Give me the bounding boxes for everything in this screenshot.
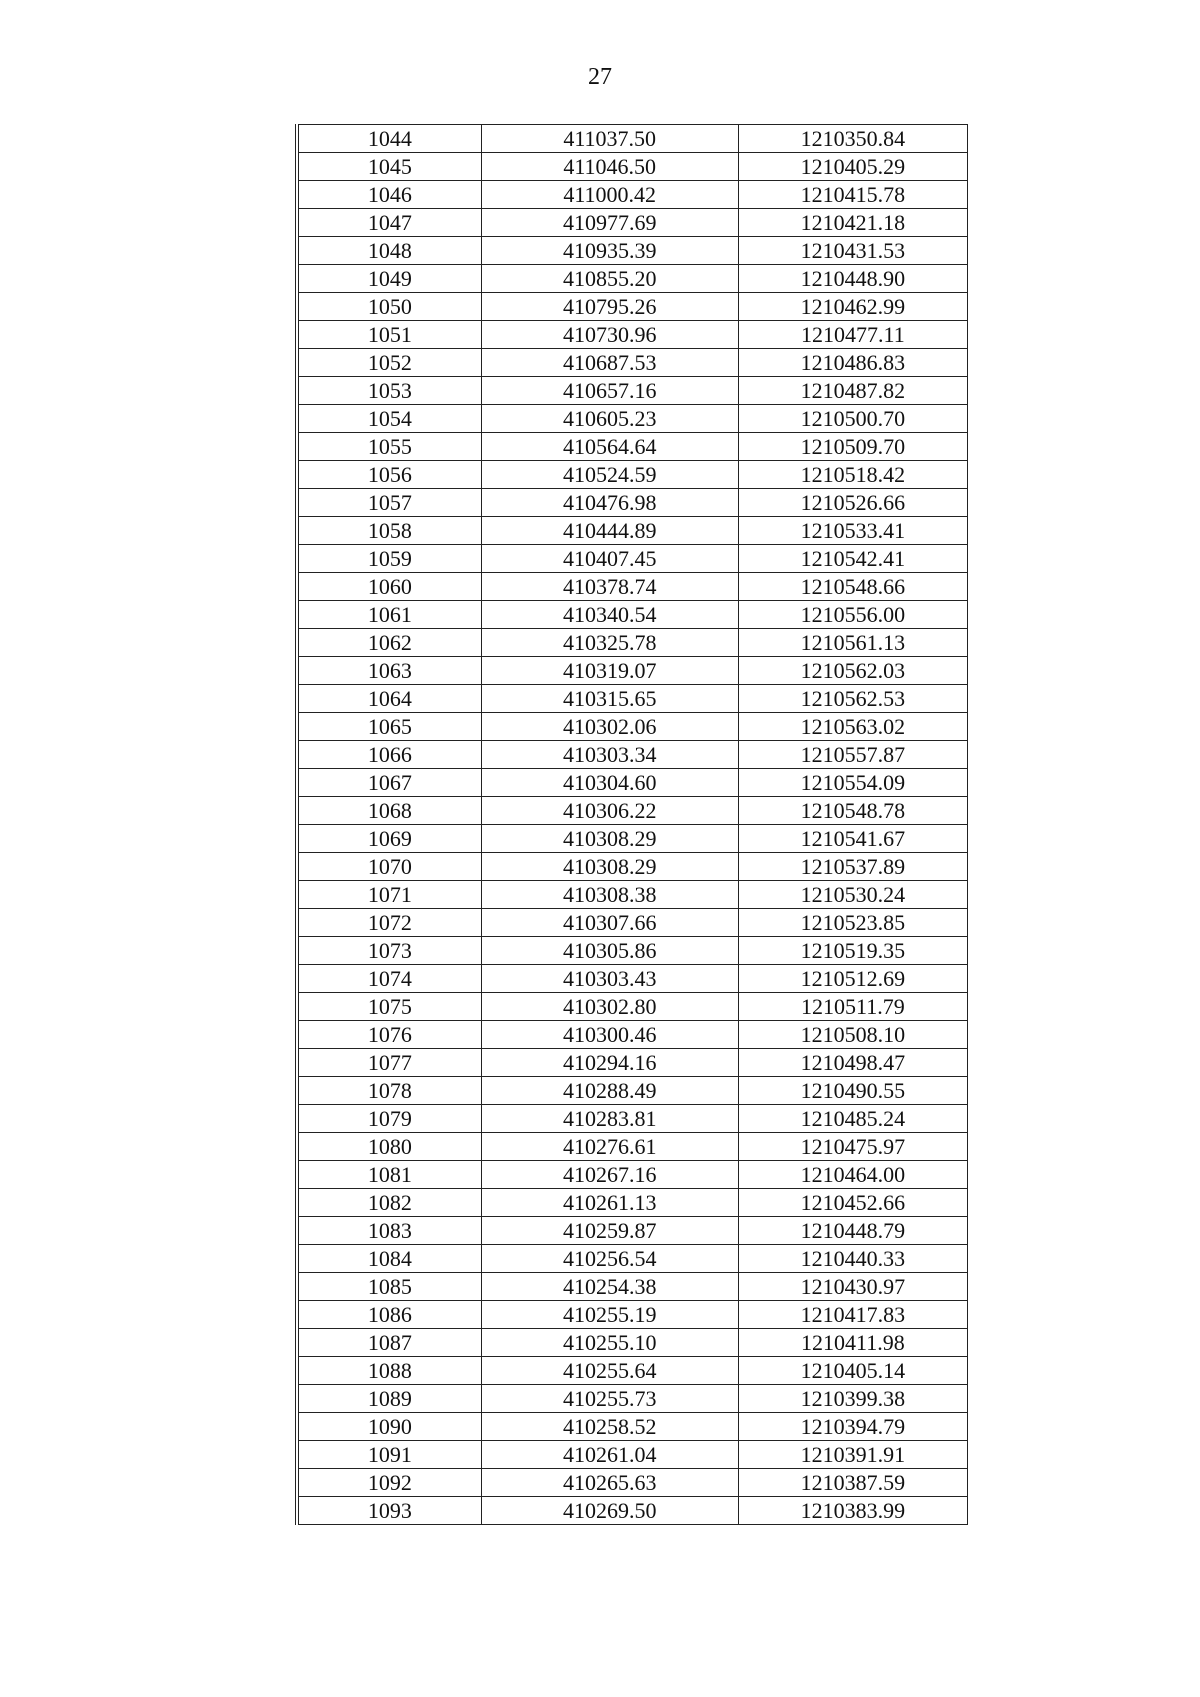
x-coordinate-cell: 410255.19 — [481, 1301, 738, 1329]
point-number-cell: 1065 — [297, 713, 481, 741]
point-number-cell: 1057 — [297, 489, 481, 517]
table-row — [297, 797, 968, 825]
x-coordinate-cell: 410304.60 — [481, 769, 738, 797]
x-coordinate-cell: 411046.50 — [481, 153, 738, 181]
y-coordinate-cell: 1210430.97 — [738, 1273, 967, 1301]
table-row — [297, 657, 968, 685]
point-number-cell: 1048 — [297, 237, 481, 265]
y-coordinate-cell: 1210448.79 — [738, 1217, 967, 1245]
point-number-cell: 1093 — [297, 1497, 481, 1525]
table-row — [297, 965, 968, 993]
table-row — [297, 937, 968, 965]
x-coordinate-cell: 410564.64 — [481, 433, 738, 461]
y-coordinate-cell: 1210519.35 — [738, 937, 967, 965]
table-row — [297, 713, 968, 741]
y-coordinate-cell: 1210383.99 — [800, 1498, 906, 1523]
x-coordinate-cell: 410476.98 — [481, 489, 738, 517]
table-row — [297, 1245, 968, 1273]
y-coordinate-cell: 1210554.09 — [738, 769, 967, 797]
table-row — [297, 461, 968, 489]
coordinates-table — [295, 124, 968, 1525]
y-coordinate-cell: 1210486.83 — [738, 349, 967, 377]
y-coordinate-cell: 1210452.66 — [738, 1189, 967, 1217]
y-coordinate-cell: 1210475.97 — [738, 1133, 967, 1161]
y-coordinate-cell: 1210542.41 — [738, 545, 967, 573]
point-number-cell: 1060 — [297, 573, 481, 601]
x-coordinate-cell: 410305.86 — [481, 937, 738, 965]
point-number-cell: 1059 — [297, 545, 481, 573]
point-number-cell: 1079 — [297, 1105, 481, 1133]
x-coordinate-cell: 410657.16 — [481, 377, 738, 405]
point-number-cell: 1051 — [297, 321, 481, 349]
point-number-cell: 1083 — [297, 1217, 481, 1245]
y-coordinate-cell: 1210509.70 — [738, 433, 967, 461]
table-row — [297, 545, 968, 573]
table-row — [297, 629, 968, 657]
point-number-cell: 1072 — [297, 909, 481, 937]
point-number-cell: 1049 — [297, 265, 481, 293]
point-number-cell: 1054 — [297, 405, 481, 433]
y-coordinate-cell: 1210511.79 — [738, 993, 967, 1021]
table-row — [297, 433, 968, 461]
y-coordinate-cell: 1210556.00 — [738, 601, 967, 629]
table-row — [297, 1273, 968, 1301]
point-number-cell: 1082 — [297, 1189, 481, 1217]
point-number-cell: 1047 — [297, 209, 481, 237]
table-row — [297, 517, 968, 545]
y-coordinate-cell: 1210518.42 — [738, 461, 967, 489]
point-number-cell: 1046 — [297, 181, 481, 209]
table-row — [297, 1469, 968, 1497]
x-coordinate-cell: 410255.64 — [481, 1357, 738, 1385]
point-number-cell: 1050 — [297, 293, 481, 321]
x-coordinate-cell: 410308.29 — [481, 825, 738, 853]
y-coordinate-cell: 1210448.90 — [738, 265, 967, 293]
table-row — [297, 1413, 968, 1441]
y-coordinate-cell: 1210526.66 — [738, 489, 967, 517]
y-coordinate-cell: 1210537.89 — [738, 853, 967, 881]
y-coordinate-cell: 1210500.70 — [738, 405, 967, 433]
y-coordinate-cell: 1210411.98 — [738, 1329, 967, 1357]
y-coordinate-cell: 1210508.10 — [738, 1021, 967, 1049]
x-coordinate-cell: 410524.59 — [481, 461, 738, 489]
point-number-cell: 1092 — [297, 1469, 481, 1497]
table-row — [297, 489, 968, 517]
point-number-cell: 1062 — [297, 629, 481, 657]
x-coordinate-cell: 410303.43 — [481, 965, 738, 993]
x-coordinate-cell: 410325.78 — [481, 629, 738, 657]
y-coordinate-cell: 1210417.83 — [738, 1301, 967, 1329]
point-number-cell: 1075 — [297, 993, 481, 1021]
table-row — [297, 573, 968, 601]
point-number-cell: 1076 — [297, 1021, 481, 1049]
y-coordinate-cell: 1210562.03 — [738, 657, 967, 685]
x-coordinate-cell: 410605.23 — [481, 405, 738, 433]
table-row — [297, 1105, 968, 1133]
x-coordinate-cell: 410283.81 — [481, 1105, 738, 1133]
x-coordinate-cell: 410288.49 — [481, 1077, 738, 1105]
point-number-cell: 1080 — [297, 1133, 481, 1161]
x-coordinate-cell: 410267.16 — [481, 1161, 738, 1189]
y-coordinate-cell: 1210490.55 — [738, 1077, 967, 1105]
point-number-cell: 1052 — [297, 349, 481, 377]
x-coordinate-cell: 410259.87 — [481, 1217, 738, 1245]
table-row — [297, 1357, 968, 1385]
point-number-cell: 1055 — [297, 433, 481, 461]
y-coordinate-cell: 1210415.78 — [738, 181, 967, 209]
y-coordinate-cell: 1210487.82 — [738, 377, 967, 405]
table-row — [297, 1133, 968, 1161]
table-row — [297, 321, 968, 349]
x-coordinate-cell: 410378.74 — [481, 573, 738, 601]
table-row — [297, 1049, 968, 1077]
x-coordinate-cell: 410300.46 — [481, 1021, 738, 1049]
point-number-cell: 1078 — [297, 1077, 481, 1105]
table-row — [297, 741, 968, 769]
table-row — [297, 881, 968, 909]
x-coordinate-cell: 410258.52 — [481, 1413, 738, 1441]
y-coordinate-cell: 1210405.14 — [738, 1357, 967, 1385]
point-number-cell: 1071 — [297, 881, 481, 909]
table-row — [297, 1301, 968, 1329]
x-coordinate-cell: 410308.38 — [481, 881, 738, 909]
x-coordinate-cell: 410444.89 — [481, 517, 738, 545]
table-row — [297, 405, 968, 433]
table-row — [297, 1497, 968, 1525]
y-coordinate-cell: 1210548.78 — [738, 797, 967, 825]
page-number: 27 — [588, 64, 612, 90]
x-coordinate-cell: 410256.54 — [481, 1245, 738, 1273]
x-coordinate-cell: 410254.38 — [481, 1273, 738, 1301]
x-coordinate-cell: 410730.96 — [481, 321, 738, 349]
x-coordinate-cell: 410319.07 — [481, 657, 738, 685]
point-number-cell: 1089 — [297, 1385, 481, 1413]
point-number-cell: 1053 — [297, 377, 481, 405]
table-row — [297, 909, 968, 937]
y-coordinate-cell: 1210464.00 — [738, 1161, 967, 1189]
point-number-cell: 1061 — [297, 601, 481, 629]
x-coordinate-cell: 410294.16 — [481, 1049, 738, 1077]
y-coordinate-cell: 1210512.69 — [738, 965, 967, 993]
x-coordinate-cell: 410255.73 — [481, 1385, 738, 1413]
point-number-cell: 1073 — [297, 937, 481, 965]
x-coordinate-cell: 410977.69 — [481, 209, 738, 237]
x-coordinate-cell: 410306.22 — [481, 797, 738, 825]
table-row — [297, 685, 968, 713]
y-coordinate-cell: 1210523.85 — [738, 909, 967, 937]
y-coordinate-cell: 1210399.38 — [738, 1385, 967, 1413]
point-number-cell: 1070 — [297, 853, 481, 881]
table-row — [297, 1441, 968, 1469]
point-number-cell: 1091 — [297, 1441, 481, 1469]
x-coordinate-cell: 410687.53 — [481, 349, 738, 377]
point-number-cell: 1086 — [297, 1301, 481, 1329]
point-number-cell: 1067 — [297, 769, 481, 797]
x-coordinate-cell: 410315.65 — [481, 685, 738, 713]
x-coordinate-cell: 410795.26 — [481, 293, 738, 321]
point-number-cell: 1068 — [297, 797, 481, 825]
point-number-cell: 1084 — [297, 1245, 481, 1273]
x-coordinate-cell: 411037.50 — [481, 125, 738, 153]
table-row — [297, 237, 968, 265]
table-row — [297, 349, 968, 377]
x-coordinate-cell: 410255.10 — [481, 1329, 738, 1357]
table-row — [297, 1329, 968, 1357]
x-coordinate-cell: 410276.61 — [481, 1133, 738, 1161]
y-coordinate-cell: 1210541.67 — [738, 825, 967, 853]
point-number-cell: 1077 — [297, 1049, 481, 1077]
x-coordinate-cell: 410340.54 — [481, 601, 738, 629]
table-row — [297, 293, 968, 321]
y-coordinate-cell: 1210387.59 — [738, 1469, 967, 1497]
y-coordinate-cell: 1210421.18 — [738, 209, 967, 237]
table-row — [297, 265, 968, 293]
table-row — [297, 601, 968, 629]
point-number-cell: 1058 — [297, 517, 481, 545]
y-coordinate-cell: 1210533.41 — [738, 517, 967, 545]
y-coordinate-cell: 1210548.66 — [738, 573, 967, 601]
y-coordinate-cell: 1210440.33 — [738, 1245, 967, 1273]
point-number-cell: 1066 — [297, 741, 481, 769]
y-coordinate-cell: 1210405.29 — [738, 153, 967, 181]
table-row — [297, 1385, 968, 1413]
y-coordinate-cell: 1210477.11 — [738, 321, 967, 349]
y-coordinate-cell: 1210431.53 — [738, 237, 967, 265]
table-row — [297, 1161, 968, 1189]
point-number-cell: 1081 — [297, 1161, 481, 1189]
y-coordinate-cell: 1210462.99 — [738, 293, 967, 321]
point-number-cell: 1088 — [297, 1357, 481, 1385]
table-row — [297, 377, 968, 405]
y-coordinate-cell: 1210394.79 — [738, 1413, 967, 1441]
x-coordinate-cell: 410307.66 — [481, 909, 738, 937]
table-row — [297, 209, 968, 237]
table-row — [297, 153, 968, 181]
y-coordinate-cell: 1210563.02 — [738, 713, 967, 741]
table-row — [297, 993, 968, 1021]
x-coordinate-cell: 410308.29 — [481, 853, 738, 881]
y-coordinate-cell: 1210562.53 — [738, 685, 967, 713]
table-row — [297, 181, 968, 209]
table-row — [297, 825, 968, 853]
table-row — [297, 1077, 968, 1105]
point-number-cell: 1090 — [297, 1413, 481, 1441]
y-coordinate-cell: 1210350.84 — [738, 125, 967, 153]
x-coordinate-cell: 410302.80 — [481, 993, 738, 1021]
point-number-cell: 1063 — [297, 657, 481, 685]
table-row — [297, 1217, 968, 1245]
x-coordinate-cell: 410855.20 — [481, 265, 738, 293]
x-coordinate-cell: 410269.50 — [481, 1497, 738, 1525]
coordinates-table-body — [297, 125, 968, 1525]
table-row — [297, 853, 968, 881]
x-coordinate-cell: 410265.63 — [481, 1469, 738, 1497]
point-number-cell: 1085 — [297, 1273, 481, 1301]
point-number-cell: 1045 — [297, 153, 481, 181]
point-number-cell: 1044 — [297, 125, 481, 153]
x-coordinate-cell: 410303.34 — [481, 741, 738, 769]
x-coordinate-cell: 410261.13 — [481, 1189, 738, 1217]
point-number-cell: 1074 — [297, 965, 481, 993]
point-number-cell: 1087 — [297, 1329, 481, 1357]
point-number-cell: 1064 — [297, 685, 481, 713]
table-row — [297, 1021, 968, 1049]
x-coordinate-cell: 410407.45 — [481, 545, 738, 573]
y-coordinate-cell: 1210557.87 — [738, 741, 967, 769]
y-coordinate-cell: 1210498.47 — [738, 1049, 967, 1077]
y-coordinate-cell: 1210530.24 — [738, 881, 967, 909]
point-number-cell: 1069 — [297, 825, 481, 853]
table-row — [297, 769, 968, 797]
y-coordinate-cell: 1210561.13 — [738, 629, 967, 657]
x-coordinate-cell: 410261.04 — [481, 1441, 738, 1469]
x-coordinate-cell: 411000.42 — [481, 181, 738, 209]
table-row — [297, 1189, 968, 1217]
y-coordinate-cell: 1210485.24 — [738, 1105, 967, 1133]
point-number-cell: 1056 — [297, 461, 481, 489]
x-coordinate-cell: 410935.39 — [481, 237, 738, 265]
y-coordinate-cell: 1210391.91 — [738, 1441, 967, 1469]
x-coordinate-cell: 410302.06 — [481, 713, 738, 741]
table-row — [297, 125, 968, 153]
